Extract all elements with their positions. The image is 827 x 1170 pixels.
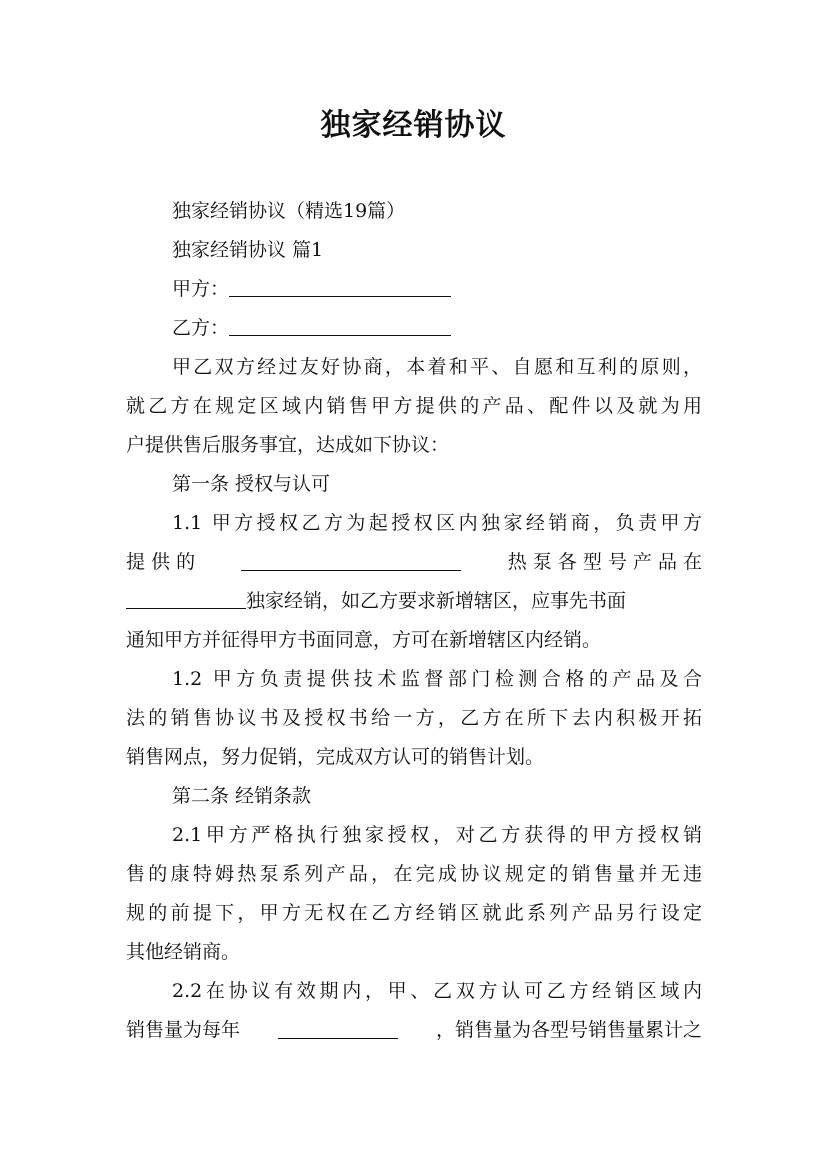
party-b-label: 乙方：	[172, 317, 230, 339]
party-b-line	[172, 315, 702, 341]
clause-1-1-line-2-prefix: 提 供 的	[126, 551, 196, 573]
clause-1-1-line-2	[126, 549, 702, 575]
clause-2-2-line-2	[126, 1017, 702, 1043]
clause-1-1-line-2-suffix: 热 泵 各 型 号 产 品 在	[507, 551, 702, 573]
party-b-blank	[229, 317, 451, 336]
document-subtitle: 独家经销协议（精选19篇）	[172, 200, 406, 222]
clause-2-2-line-1: 2.2在协议有效期内，甲、乙双方认可乙方经销区域内	[172, 980, 702, 1002]
clause-1-2-line-2: 法的销售协议书及授权书给一方，乙方在所下去内积极开拓	[126, 707, 702, 729]
intro-line-2: 就乙方在规定区域内销售甲方提供的产品、配件以及就为用	[126, 395, 702, 417]
document-title: 独家经销协议	[320, 108, 507, 143]
section-heading: 独家经销协议 篇1	[172, 239, 324, 261]
region-blank	[126, 590, 246, 609]
clause-2-1-line-1: 2.1甲方严格执行独家授权，对乙方获得的甲方授权销	[172, 824, 702, 846]
clause-2-1-line-2: 售的康特姆热泵系列产品，在完成协议规定的销售量并无违	[126, 863, 702, 885]
party-a-line	[172, 276, 702, 302]
party-a-label: 甲方：	[172, 278, 230, 300]
article-1-heading: 第一条 授权与认可	[172, 473, 331, 495]
product-blank	[241, 552, 461, 571]
clause-1-1-line-1: 1.1 甲方授权乙方为起授权区内独家经销商，负责甲方	[172, 512, 702, 534]
clause-1-1-line-3-suffix: 独家经销，如乙方要求新增辖区，应事先书面	[246, 590, 627, 612]
clause-1-2-line-3: 销售网点，努力促销，完成双方认可的销售计划。	[126, 746, 545, 768]
intro-line-3: 户提供售后服务事宜，达成如下协议：	[126, 434, 450, 456]
annual-volume-blank	[278, 1020, 398, 1039]
clause-1-1-line-4: 通知甲方并征得甲方书面同意，方可在新增辖区内经销。	[126, 629, 602, 651]
clause-2-2-line-2-prefix: 销售量为每年	[126, 1019, 241, 1041]
party-a-blank	[229, 278, 451, 297]
clause-2-1-line-3: 规的前提下，甲方无权在乙方经销区就此系列产品另行设定	[126, 902, 702, 924]
clause-1-2-line-1: 1.2 甲方负责提供技术监督部门检测合格的产品及合	[172, 668, 702, 690]
article-2-heading: 第二条 经销条款	[172, 785, 312, 807]
clause-2-1-line-4: 其他经销商。	[126, 941, 241, 963]
clause-2-2-line-2-suffix: ，销售量为各型号销售量累计之	[435, 1019, 702, 1041]
clause-1-1-line-3	[126, 588, 702, 614]
intro-line-1: 甲乙双方经过友好协商，本着和平、自愿和互利的原则，	[172, 356, 702, 378]
